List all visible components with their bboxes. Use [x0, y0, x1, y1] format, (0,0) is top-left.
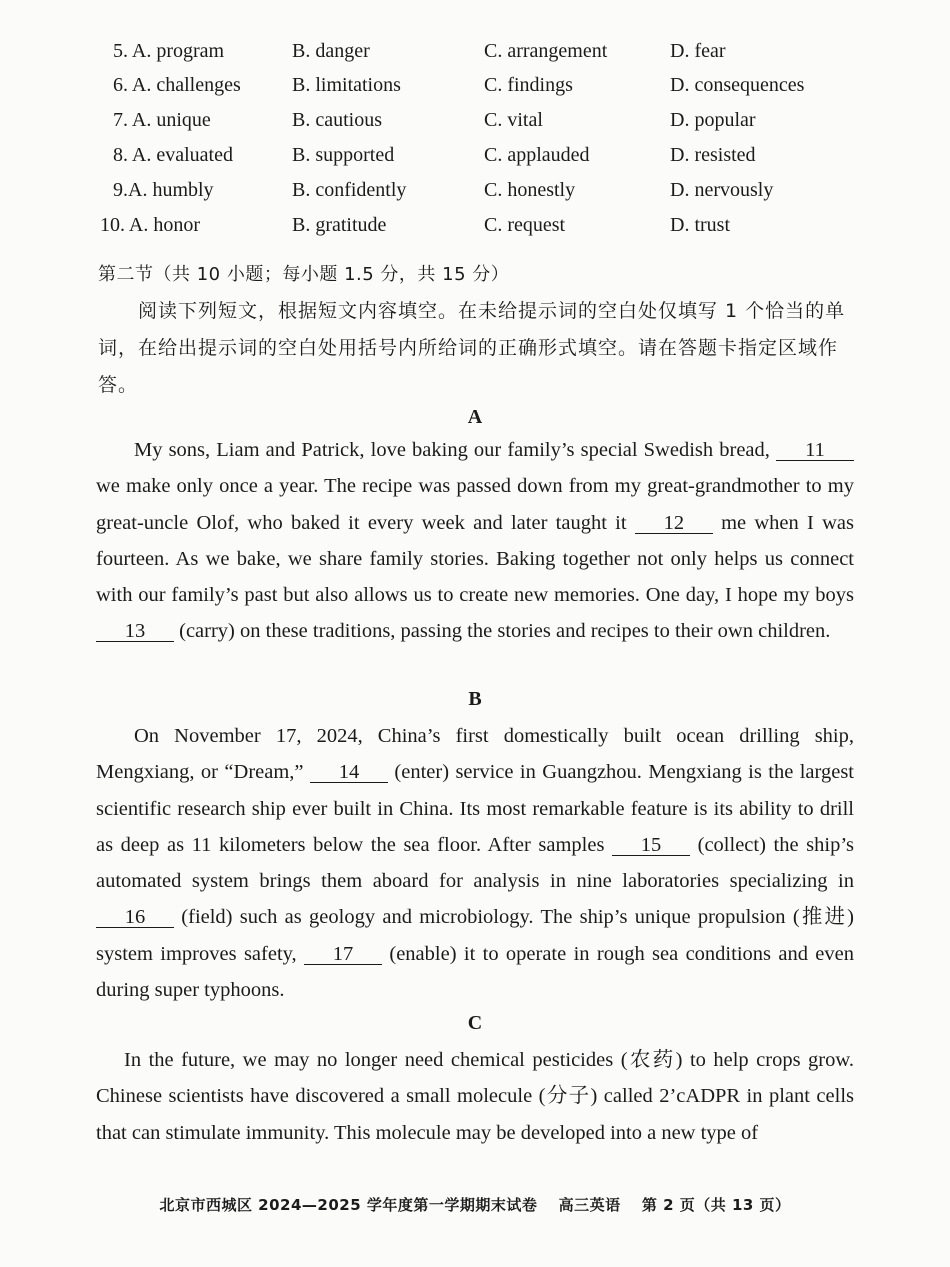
- section-heading: 第二节（共 10 小题；每小题 1.5 分，共 15 分）: [98, 264, 510, 285]
- blank-14[interactable]: 14: [310, 762, 388, 783]
- option-row-6: [0, 74, 950, 104]
- passage-b-label: B: [468, 688, 482, 710]
- passage-a: My sons, Liam and Patrick, love baking our family’s special Swedish bread, 11 we make only once a year. The recipe was passed down from my great-grandmother to my great-uncle Olof, who baked it every week and later taught it 12 me when I was fourteen. As we bake, we share family stories. Baking together not only helps us connect with our family’s past but also allows us to create new memories. One day, I hope my boys 13 (carry) on these traditions, passing the stories and recipes to their own children.: [96, 439, 855, 643]
- option-d: D. nervously: [670, 179, 774, 201]
- option-b: B. danger: [292, 40, 370, 62]
- option-row-9: [0, 179, 950, 209]
- passage-c: In the future, we may no longer need chemical pesticides (农药) to help crops grow. Chinese scientists have discovered a small molecule (分子) called 2’cADPR in plant cells that can stimulate immunity. This molecule may be developed into a new type of: [96, 1049, 854, 1144]
- option-c: C. honestly: [484, 179, 576, 201]
- blank-13[interactable]: 13: [96, 621, 174, 642]
- option-d: D. resisted: [670, 144, 756, 166]
- blank-16[interactable]: 16: [96, 907, 174, 928]
- option-b: B. cautious: [292, 109, 382, 131]
- option-c: C. vital: [484, 109, 543, 131]
- option-d: D. popular: [670, 109, 756, 131]
- passage-a-label: A: [467, 406, 483, 428]
- option-b: B. confidently: [292, 179, 407, 201]
- option-c: C. applauded: [484, 144, 590, 166]
- option-a: 6. A. challenges: [113, 74, 241, 96]
- option-c: C. findings: [484, 74, 573, 96]
- option-c: C. arrangement: [484, 40, 608, 62]
- blank-12[interactable]: 12: [635, 513, 713, 534]
- option-b: B. supported: [292, 144, 395, 166]
- option-c: C. request: [484, 214, 566, 236]
- option-b: B. gratitude: [292, 214, 387, 236]
- blank-11[interactable]: 11: [776, 440, 854, 461]
- option-row-5: [0, 40, 950, 70]
- blank-15[interactable]: 15: [612, 835, 690, 856]
- option-row-10: [0, 214, 950, 244]
- passage-b: On November 17, 2024, China’s first domestically built ocean drilling ship, Mengxiang, or “Dream,” 14 (enter) service in Guangzhou. Mengxiang is the largest scientific research ship ever built in China. Its most remarkable feature is its ability to drill as deep as 11 kilometers below the sea floor. After samples 15 (collect) the ship’s automated system brings them aboard for analysis in nine laboratories specializing in 16 (field) such as geology and microbiology. The ship’s unique propulsion (推进) system improves safety, 17 (enable) it to operate in rough sea conditions and even during super typhoons.: [96, 725, 855, 1002]
- option-d: D. trust: [670, 214, 730, 236]
- option-row-7: [0, 109, 950, 139]
- blank-17[interactable]: 17: [304, 944, 382, 965]
- page-footer: 北京市西城区 2024—2025 学年度第一学期期末试卷 高三英语 第 2 页（共 13 页）: [159, 1196, 791, 1214]
- option-a: 9.A. humbly: [113, 179, 214, 201]
- option-b: B. limitations: [292, 74, 401, 96]
- section-instructions: 阅读下列短文，根据短文内容填空。在未给提示词的空白处仅填写 1 个恰当的单词，在给出提示词的空白处用括号内所给词的正确形式填空。请在答题卡指定区域作答。: [98, 300, 846, 396]
- option-d: D. fear: [670, 40, 726, 62]
- option-a: 10. A. honor: [100, 214, 201, 236]
- option-d: D. consequences: [670, 74, 805, 96]
- option-a: 7. A. unique: [113, 109, 211, 131]
- option-a: 8. A. evaluated: [113, 144, 233, 166]
- passage-c-label: C: [467, 1012, 483, 1034]
- option-a: 5. A. program: [113, 40, 225, 62]
- option-row-8: [0, 144, 950, 174]
